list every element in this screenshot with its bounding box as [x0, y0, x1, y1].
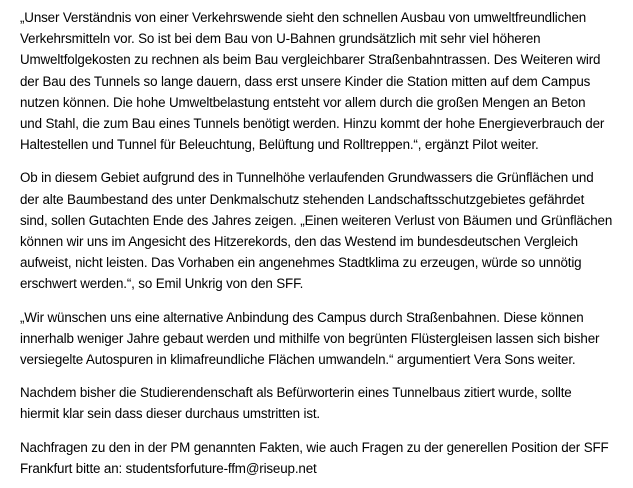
text-line: innerhalb weniger Jahre gebaut werden und mithilfe von begrünten Flüstergleisen lassen sich bisher	[20, 330, 600, 346]
text-line: hiermit klar sein dass dieser durchaus umstritten ist.	[20, 406, 321, 422]
text-line: der alte Baumbestand des unter Denkmalschutz stehenden Landschaftsschutzgebietes gefährdet	[20, 191, 585, 207]
text-line: Umweltfolgekosten zu rechnen als beim Bau vergleichbarer Straßenbahntrassen. Des Weiteren wird	[20, 52, 601, 68]
paragraph-groundwater	[20, 167, 625, 294]
text-line: Verkehrsmitteln vor. So ist bei dem Bau von U-Bahnen grundsätzlich mit sehr viel höheren	[20, 31, 541, 47]
paragraph-quote-pilot	[20, 7, 625, 155]
text-line: „Wir wünschen uns eine alternative Anbindung des Campus durch Straßenbahnen. Diese können	[20, 309, 584, 325]
text-line: können wir uns im Angesicht des Hitzerekords, den das Westend im bundesdeutschen Vergleich	[20, 234, 578, 250]
paragraph-quote-sons	[20, 307, 625, 371]
text-line: und Stahl, die zum Bau eines Tunnels benötigt werden. Hinzu kommt der hohe Energieverbrauch der	[20, 116, 605, 132]
text-line: nutzen können. Die hohe Umweltbelastung entsteht vor allem durch die großen Mengen an Beton	[20, 94, 586, 110]
text-line: „Unser Verständnis von einer Verkehrswende sieht den schnellen Ausbau von umweltfreundlichen	[20, 10, 587, 25]
text-line: der Bau des Tunnels so lange dauern, dass erst unsere Kinder die Station mitten auf dem Campus	[20, 73, 591, 89]
text-line: Frankfurt bitte an: studentsforfuture-ffm@riseup.net	[20, 460, 317, 476]
text-line: sind, sollen Gutachten Ende des Jahres zeigen. „Einen weiteren Verlust von Bäumen und Grünflächen	[20, 212, 613, 228]
text-line: versiegelte Autospuren in klimafreundliche Flächen umwandeln.“ argumentiert Vera Sons weiter.	[20, 352, 576, 368]
text-line: Ob in diesem Gebiet aufgrund des in Tunnelhöhe verlaufenden Grundwassers die Grünflächen und	[20, 170, 594, 186]
text-line: Haltestellen und Tunnel für Beleuchtung, Belüftung und Rolltreppen.“, ergänzt Pilot weiter.	[20, 137, 539, 153]
text-line: aufweist, nicht leisten. Das Vorhaben ein angenehmes Stadtklima zu erzeugen, würde so unnötig	[20, 255, 582, 271]
text-line: Nachfragen zu den in der PM genannten Fakten, wie auch Fragen zu der generellen Position der SFF	[20, 439, 609, 455]
paragraph-contact	[20, 437, 625, 479]
paragraph-conclusion	[20, 382, 625, 424]
text-line: Nachdem bisher die Studierendenschaft als Befürworterin eines Tunnelbaus zitiert wurde, sollte	[20, 385, 572, 401]
text-line: erschwert werden.“, so Emil Unkrig von den SFF.	[20, 276, 304, 292]
